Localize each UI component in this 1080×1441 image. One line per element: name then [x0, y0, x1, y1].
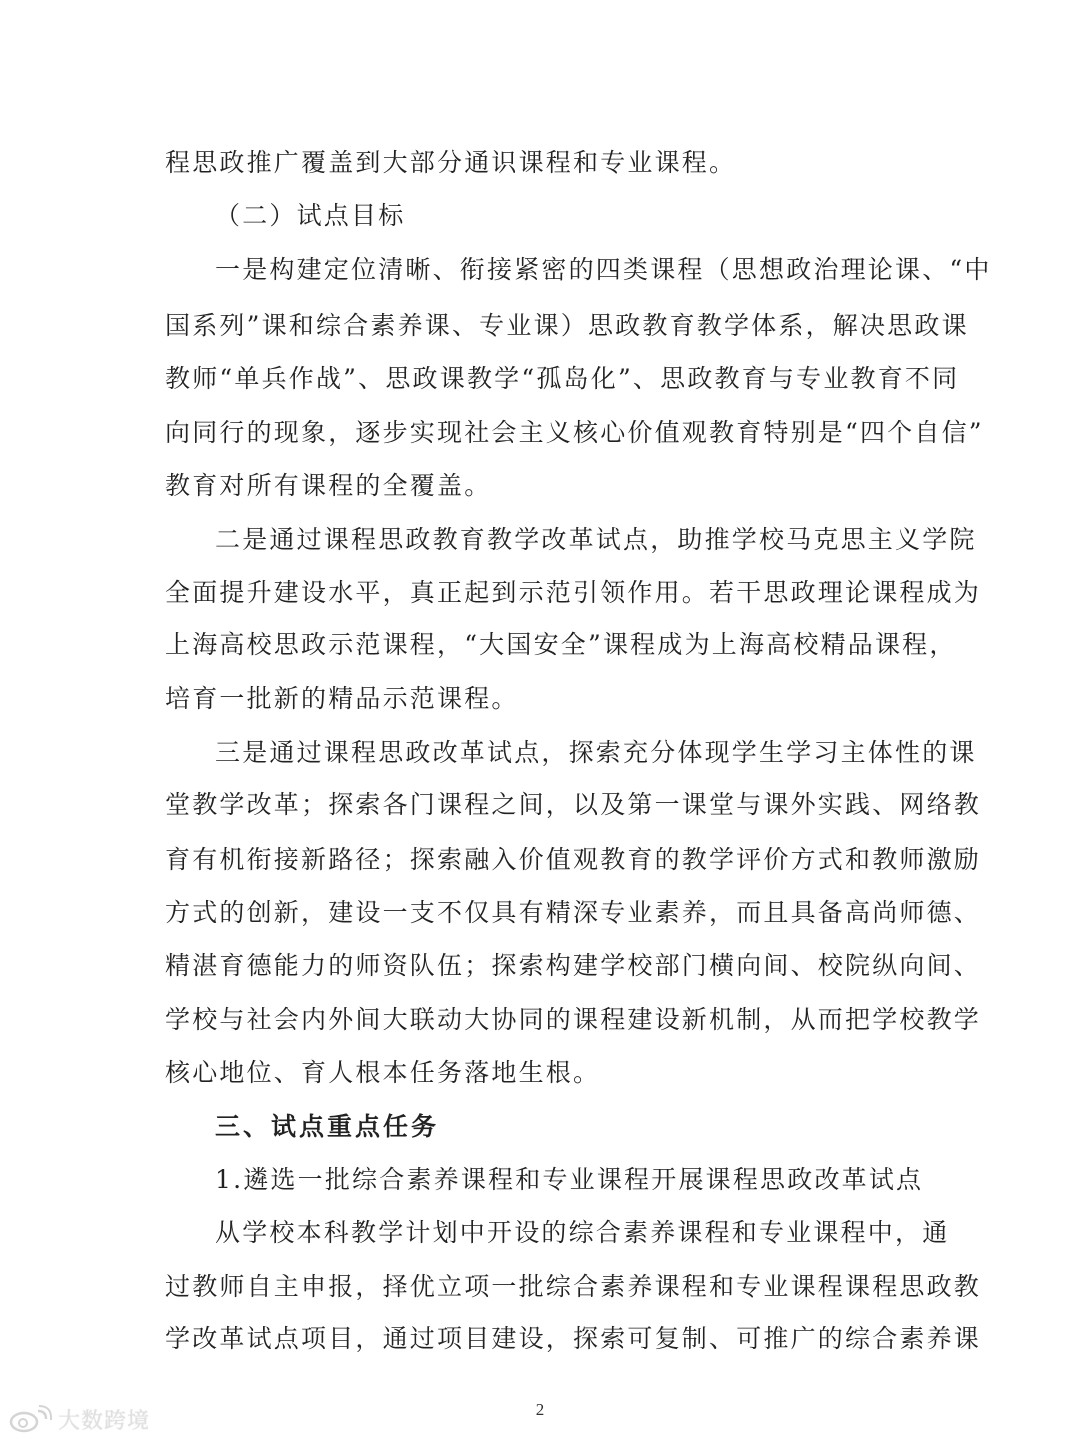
text-line-5: 教师“单兵作战”、思政课教学“孤岛化”、思政教育与专业教育不同 [165, 364, 960, 393]
text-line-3: 一是构建定位清晰、衔接紧密的四类课程（思想政治理论课、“中 [215, 255, 992, 284]
section-heading-key-tasks: 三、试点重点任务 [215, 1112, 440, 1141]
text-line-14: 育有机衔接新路径；探索融入价值观教育的教学评价方式和教师激励 [165, 845, 982, 874]
text-line-22: 过教师自主申报，择优立项一批综合素养课程和专业课程课程思政教 [165, 1272, 982, 1301]
text-line-18: 核心地位、育人根本任务落地生根。 [165, 1058, 601, 1087]
watermark [8, 1403, 150, 1435]
text-line-17: 学校与社会内外间大联动大协同的课程建设新机制，从而把学校教学 [165, 1005, 982, 1034]
text-line-15: 方式的创新，建设一支不仅具有精深专业素养，而且具备高尚师德、 [165, 898, 982, 927]
text-line-11: 培育一批新的精品示范课程。 [165, 684, 519, 713]
text-line-7: 教育对所有课程的全覆盖。 [165, 471, 492, 500]
text-line-13: 堂教学改革；探索各门课程之间，以及第一课堂与课外实践、网络教 [165, 790, 982, 819]
page-number: 2 [535, 1400, 545, 1419]
watermark-text: 大数跨境 [58, 1408, 151, 1434]
text-line-1: 程思政推广覆盖到大部分通识课程和专业课程。 [165, 148, 737, 177]
text-line-16: 精湛育德能力的师资队伍；探索构建学校部门横向间、校院纵向间、 [165, 951, 982, 980]
text-line-9: 全面提升建设水平，真正起到示范引领作用。若干思政理论课程成为 [165, 578, 982, 607]
text-line-21: 从学校本科教学计划中开设的综合素养课程和专业课程中，通 [215, 1218, 950, 1247]
text-line-8: 二是通过课程思政教育教学改革试点，助推学校马克思主义学院 [215, 525, 977, 554]
text-line-10: 上海高校思政示范课程，“大国安全”课程成为上海高校精品课程， [165, 630, 957, 659]
section-heading-pilot-goals: （二）试点目标 [215, 201, 406, 230]
text-line-23: 学改革试点项目，通过项目建设，探索可复制、可推广的综合素养课 [165, 1324, 982, 1353]
text-line-12: 三是通过课程思政改革试点，探索充分体现学生学习主体性的课 [215, 738, 977, 767]
text-line-6: 向同行的现象，逐步实现社会主义核心价值观教育特别是“四个自信” [165, 418, 984, 447]
subheading-task-1: 1.遴选一批综合素养课程和专业课程开展课程思政改革试点 [215, 1165, 924, 1194]
sina-weibo-logo-icon [8, 1405, 54, 1433]
text-line-4: 国系列”课和综合素养课、专业课）思政教育教学体系，解决思政课 [165, 311, 969, 340]
